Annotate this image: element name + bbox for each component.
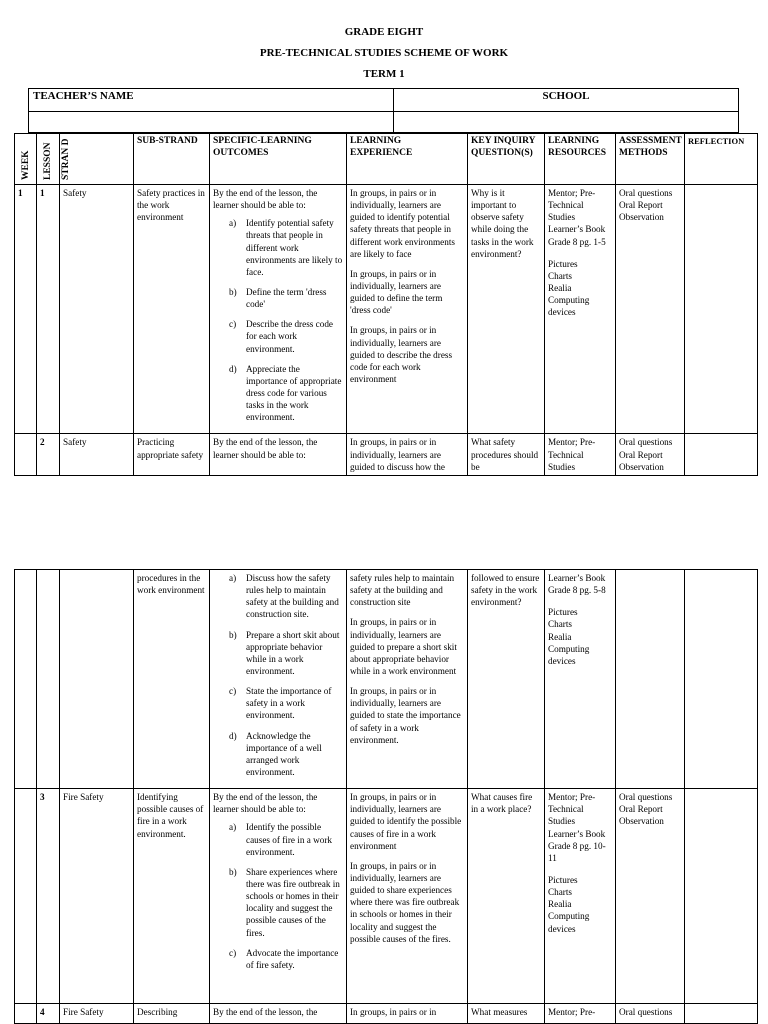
assessment-item: Oral questions — [619, 188, 673, 198]
col-reflection: REFLECTION — [685, 134, 758, 185]
outcome-letter: a) — [229, 822, 237, 833]
outcome-item — [213, 286, 343, 310]
resource-item: Mentor; Pre-Technical Studies Learner’s Book Grade 8 pg. 10-11 — [548, 792, 606, 863]
reflection-cell[interactable] — [685, 1004, 758, 1024]
experience-paragraph: In groups, in pairs or in individually, learners are guided to describe the dress code for each work environment — [350, 325, 453, 384]
outcome-text: Discuss how the safety rules help to maintain safety at the building and construction site. — [246, 573, 339, 620]
col-experience: LEARNING EXPERIENCE — [347, 134, 468, 185]
outcome-letter: b) — [229, 629, 237, 640]
outcome-letter: c) — [229, 947, 237, 958]
resources-cell: Mentor; Pre- — [545, 1004, 616, 1024]
resource-item: Computing devices — [548, 911, 590, 934]
outcome-letter: b) — [229, 866, 237, 877]
experience-cell: In groups, in pairs or in individually, learners are guided to discuss how the — [347, 434, 468, 475]
resource-item: Studies — [548, 461, 576, 472]
resources-cell — [545, 570, 616, 789]
assessment-cell: Oral questions — [616, 1004, 685, 1024]
resource-item: Realia — [548, 631, 572, 642]
outcome-text: Acknowledge the importance of a well arranged work environment. — [246, 730, 322, 777]
strand-cell — [60, 570, 134, 789]
reflection-cell[interactable] — [685, 185, 758, 434]
inquiry-cell: followed to ensure safety in the work environment? — [468, 570, 545, 789]
outcomes-intro: By the end of the lesson, the learner should be able to: — [213, 188, 318, 211]
lesson-cell: 1 — [37, 185, 60, 434]
col-inquiry: KEY INQUIRY QUESTION(S) — [468, 134, 545, 185]
assessment-item: Oral questions — [619, 437, 673, 448]
week-cell — [15, 434, 37, 475]
outcomes-intro: By the end of the lesson, the learner should be able to: — [213, 792, 318, 815]
scheme-table-part1 — [14, 133, 758, 476]
outcome-text: Identify the possible causes of fire in a work environment. — [246, 822, 332, 857]
experience-cell — [347, 185, 468, 434]
assessment-cell — [616, 789, 685, 1004]
substrand-cell: Describing — [134, 1004, 210, 1024]
outcomes-list — [213, 572, 343, 778]
scheme-table-part2 — [14, 569, 758, 1024]
assessment-item: Oral questions — [619, 792, 673, 803]
outcome-letter: b) — [229, 286, 237, 297]
outcome-text: Prepare a short skit about appropriate behavior while in a work environment. — [246, 629, 340, 676]
experience-paragraph: In groups, in pairs or in individually, learners are guided to share experiences where there was fire outbreak in schools or homes in their locality and suggest the possible causes of the fires. — [350, 860, 460, 944]
col-assessment: ASSESSMENT METHODS — [616, 134, 685, 185]
lesson-cell: 2 — [37, 434, 60, 475]
resource-item: Computing devices — [548, 295, 590, 318]
outcome-text: Define the term 'dress code' — [246, 286, 327, 310]
doc-title: GRADE EIGHT — [344, 26, 424, 38]
col-lesson — [37, 134, 60, 185]
outcome-item — [213, 685, 343, 721]
strand-cell: Safety — [60, 434, 134, 475]
table-row — [15, 1004, 758, 1024]
experience-cell — [347, 789, 468, 1004]
experience-cell — [347, 570, 468, 789]
outcome-item — [213, 821, 343, 857]
col-week-label: WEEK — [21, 150, 31, 180]
resource-item: Mentor; Pre- — [548, 437, 596, 448]
lesson-cell — [37, 570, 60, 789]
col-strand-label: STRAN D — [61, 138, 71, 180]
assessment-item: Observation — [619, 212, 664, 223]
outcome-letter: a) — [229, 218, 237, 229]
experience-paragraph: In groups, in pairs or in individually, learners are guided to state the importance of safety in a work environment. — [350, 686, 461, 745]
resource-item: Realia — [548, 899, 572, 910]
resources-cell — [545, 789, 616, 1004]
resource-item: Pictures — [548, 874, 578, 885]
assessment-item: Oral Report — [619, 449, 663, 460]
col-outcomes: SPECIFIC-LEARNING OUTCOMES — [210, 134, 347, 185]
doc-subtitle: PRE-TECHNICAL STUDIES SCHEME OF WORK — [259, 47, 509, 59]
substrand-cell: Practicing appropriate safety — [134, 434, 210, 475]
outcome-item — [213, 866, 343, 939]
assessment-item: Oral Report — [619, 804, 663, 815]
resources-cell — [545, 434, 616, 475]
strand-cell: Fire Safety — [60, 789, 134, 1004]
week-cell — [15, 789, 37, 1004]
col-substrand: SUB-STRAND — [134, 134, 210, 185]
resource-item: Charts — [548, 887, 572, 898]
assessment-item: Oral Report — [619, 200, 663, 211]
outcomes-cell: By the end of the lesson, the learner should be able to: — [210, 434, 347, 475]
week-cell — [15, 570, 37, 789]
assessment-item: Observation — [619, 461, 664, 472]
resource-item: Charts — [548, 619, 572, 630]
resource-item: Charts — [548, 270, 572, 281]
resource-item: Learner’s Book Grade 8 pg. 5-8 — [548, 573, 606, 596]
inquiry-cell: Why is it important to observe safety while doing the tasks in the work environment? — [468, 185, 545, 434]
doc-term: TERM 1 — [363, 68, 405, 80]
table-row — [15, 185, 758, 434]
assessment-item: Observation — [619, 816, 664, 827]
outcome-item — [213, 217, 343, 278]
week-cell — [15, 1004, 37, 1024]
outcome-item — [213, 363, 343, 424]
col-week — [15, 134, 37, 185]
outcome-item — [213, 629, 343, 678]
col-lesson-label: LESSON — [43, 142, 53, 180]
assessment-cell — [616, 434, 685, 475]
resource-item: Pictures — [548, 607, 578, 618]
assessment-cell — [616, 185, 685, 434]
outcome-item — [213, 730, 343, 779]
outcome-letter: d) — [229, 730, 237, 741]
outcome-item — [213, 572, 343, 621]
reflection-cell[interactable] — [685, 434, 758, 475]
col-resources: LEARNING RESOURCES — [545, 134, 616, 185]
week-cell: 1 — [15, 185, 37, 434]
experience-cell: In groups, in pairs or in — [347, 1004, 468, 1024]
teacher-name-label: TEACHER’S NAME — [29, 89, 394, 112]
resource-item: Computing devices — [548, 643, 590, 666]
outcome-text: State the importance of safety in a work environment. — [246, 686, 332, 721]
experience-paragraph: In groups, in pairs or in individually, learners are guided to prepare a short skit about appropriate behavior while in a work environment — [350, 617, 457, 676]
resource-item: Realia — [548, 282, 572, 293]
outcome-letter: c) — [229, 319, 237, 330]
teacher-name-field[interactable] — [29, 112, 394, 133]
inquiry-cell: What measures — [468, 1004, 545, 1024]
inquiry-cell: What safety procedures should be — [468, 434, 545, 475]
reflection-cell[interactable] — [685, 570, 758, 789]
experience-paragraph: In groups, in pairs or in individually, learners are guided to define the term 'dress code' — [350, 268, 443, 316]
school-label: SCHOOL — [394, 89, 739, 112]
outcome-text: Share experiences where there was fire outbreak in schools or homes in their locality and suggest the possible causes of the fires. — [246, 866, 340, 938]
inquiry-cell: What causes fire in a work place? — [468, 789, 545, 1004]
outcome-letter: c) — [229, 686, 237, 697]
experience-paragraph: In groups, in pairs or in individually, learners are guided to identify the possible causes of fire in a work environment — [350, 792, 462, 851]
table-row — [15, 434, 758, 475]
outcomes-list — [213, 217, 343, 423]
resource-item: Technical — [548, 449, 584, 460]
experience-paragraph: In groups, in pairs or in individually, learners are guided to identify potential safety threats that people in different work environments are likely to face — [350, 188, 455, 259]
outcome-text: Appreciate the importance of appropriate dress code for various tasks in the work environment. — [246, 363, 342, 423]
outcomes-cell — [210, 185, 347, 434]
outcomes-cell — [210, 570, 347, 789]
strand-cell: Fire Safety — [60, 1004, 134, 1024]
school-field[interactable] — [394, 112, 739, 133]
resource-item: Pictures — [548, 258, 578, 269]
outcome-text: Describe the dress code for each work environment. — [246, 319, 333, 354]
reflection-cell[interactable] — [685, 789, 758, 1004]
outcome-letter: d) — [229, 363, 237, 374]
lesson-cell: 3 — [37, 789, 60, 1004]
outcome-text: Advocate the importance of fire safety. — [246, 947, 339, 970]
experience-paragraph: safety rules help to maintain safety at the building and construction site — [350, 573, 455, 608]
table-row — [15, 789, 758, 1004]
resources-cell — [545, 185, 616, 434]
substrand-cell: Identifying possible causes of fire in a work environment. — [134, 789, 210, 1004]
table-row — [15, 570, 758, 789]
outcome-item — [213, 947, 343, 971]
substrand-cell: Safety practices in the work environment — [134, 185, 210, 434]
outcome-text: Identify potential safety threats that people in different work environments are likely to face. — [246, 218, 343, 277]
lesson-cell: 4 — [37, 1004, 60, 1024]
col-strand — [60, 134, 134, 185]
outcome-item — [213, 318, 343, 354]
assessment-cell — [616, 570, 685, 789]
header-row — [15, 134, 758, 185]
strand-cell: Safety — [60, 185, 134, 434]
outcomes-cell — [210, 789, 347, 1004]
outcomes-list — [213, 821, 343, 971]
resource-item: Mentor; Pre-Technical Studies Learner’s Book Grade 8 pg. 1-5 — [548, 188, 606, 247]
teacher-school-box — [28, 88, 739, 133]
substrand-cell: procedures in the work environment — [134, 570, 210, 789]
outcomes-cell: By the end of the lesson, the — [210, 1004, 347, 1024]
outcome-letter: a) — [229, 573, 237, 583]
